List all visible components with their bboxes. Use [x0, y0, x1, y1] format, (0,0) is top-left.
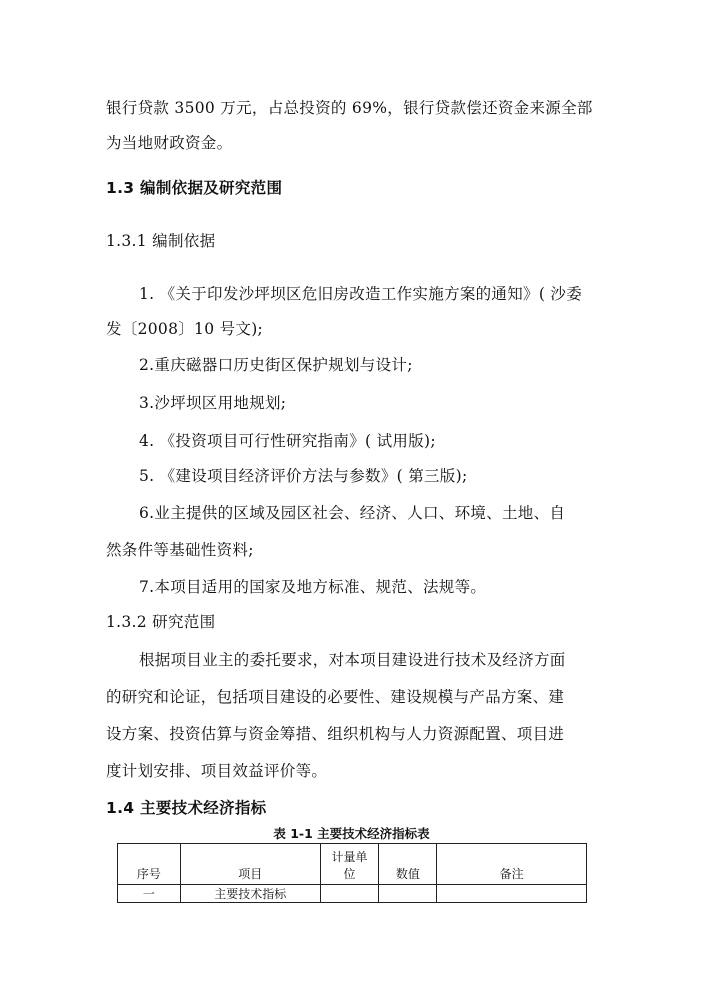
- table-row: [118, 885, 587, 903]
- paragraph-line: 根据项目业主的委托要求，对本项目建设进行技术及经济方面: [139, 651, 566, 669]
- paragraph-line: 设方案、投资估算与资金筹措、组织机构与人力资源配置、项目进: [106, 725, 565, 743]
- cell-note: [437, 885, 587, 903]
- list-item: 7.本项目适用的国家及地方标准、规范、法规等。: [139, 578, 487, 596]
- header-item: 项目: [180, 844, 320, 885]
- indicators-table: [117, 843, 587, 903]
- header-unit-line1: 计量单: [331, 850, 368, 864]
- cell-seq: 一: [118, 885, 181, 903]
- header-seq: 序号: [118, 844, 181, 885]
- header-value: 数值: [379, 844, 437, 885]
- list-item: 5. 《建设项目经济评价方法与参数》( 第三版);: [139, 467, 468, 485]
- list-item: 然条件等基础性资料;: [106, 541, 254, 559]
- header-unit: [320, 844, 379, 885]
- section-heading-1-4: 1.4 主要技术经济指标: [106, 799, 267, 817]
- header-note: 备注: [437, 844, 587, 885]
- subsection-heading-1-3-2: 1.3.2 研究范围: [106, 613, 216, 631]
- list-item: 4. 《投资项目可行性研究指南》( 试用版);: [139, 432, 436, 450]
- list-item: 3.沙坪坝区用地规划;: [139, 394, 287, 412]
- table-header-row: [118, 844, 587, 885]
- subsection-heading-1-3-1: 1.3.1 编制依据: [106, 232, 216, 250]
- paragraph-line: 为当地财政资金。: [106, 134, 233, 152]
- paragraph-line: 的研究和论证，包括项目建设的必要性、建设规模与产品方案、建: [106, 688, 565, 706]
- table-caption: 表 1-1 主要技术经济指标表: [273, 826, 430, 841]
- paragraph-line: 银行贷款 3500 万元，占总投资的 69%，银行贷款偿还资金来源全部: [106, 99, 593, 117]
- list-item: 1. 《关于印发沙坪坝区危旧房改造工作实施方案的通知》( 沙委: [139, 285, 582, 303]
- header-unit-line2: 位: [343, 867, 356, 881]
- cell-item: 主要技术指标: [180, 885, 320, 903]
- list-item: 6.业主提供的区域及园区社会、经济、人口、环境、土地、自: [139, 504, 566, 522]
- list-item: 发〔2008〕10 号文);: [106, 320, 264, 338]
- list-item: 2.重庆磁器口历史街区保护规划与设计;: [139, 356, 413, 374]
- cell-value: [379, 885, 437, 903]
- paragraph-line: 度计划安排、项目效益评价等。: [106, 762, 328, 780]
- section-heading-1-3: 1.3 编制依据及研究范围: [106, 179, 283, 197]
- cell-unit: [320, 885, 379, 903]
